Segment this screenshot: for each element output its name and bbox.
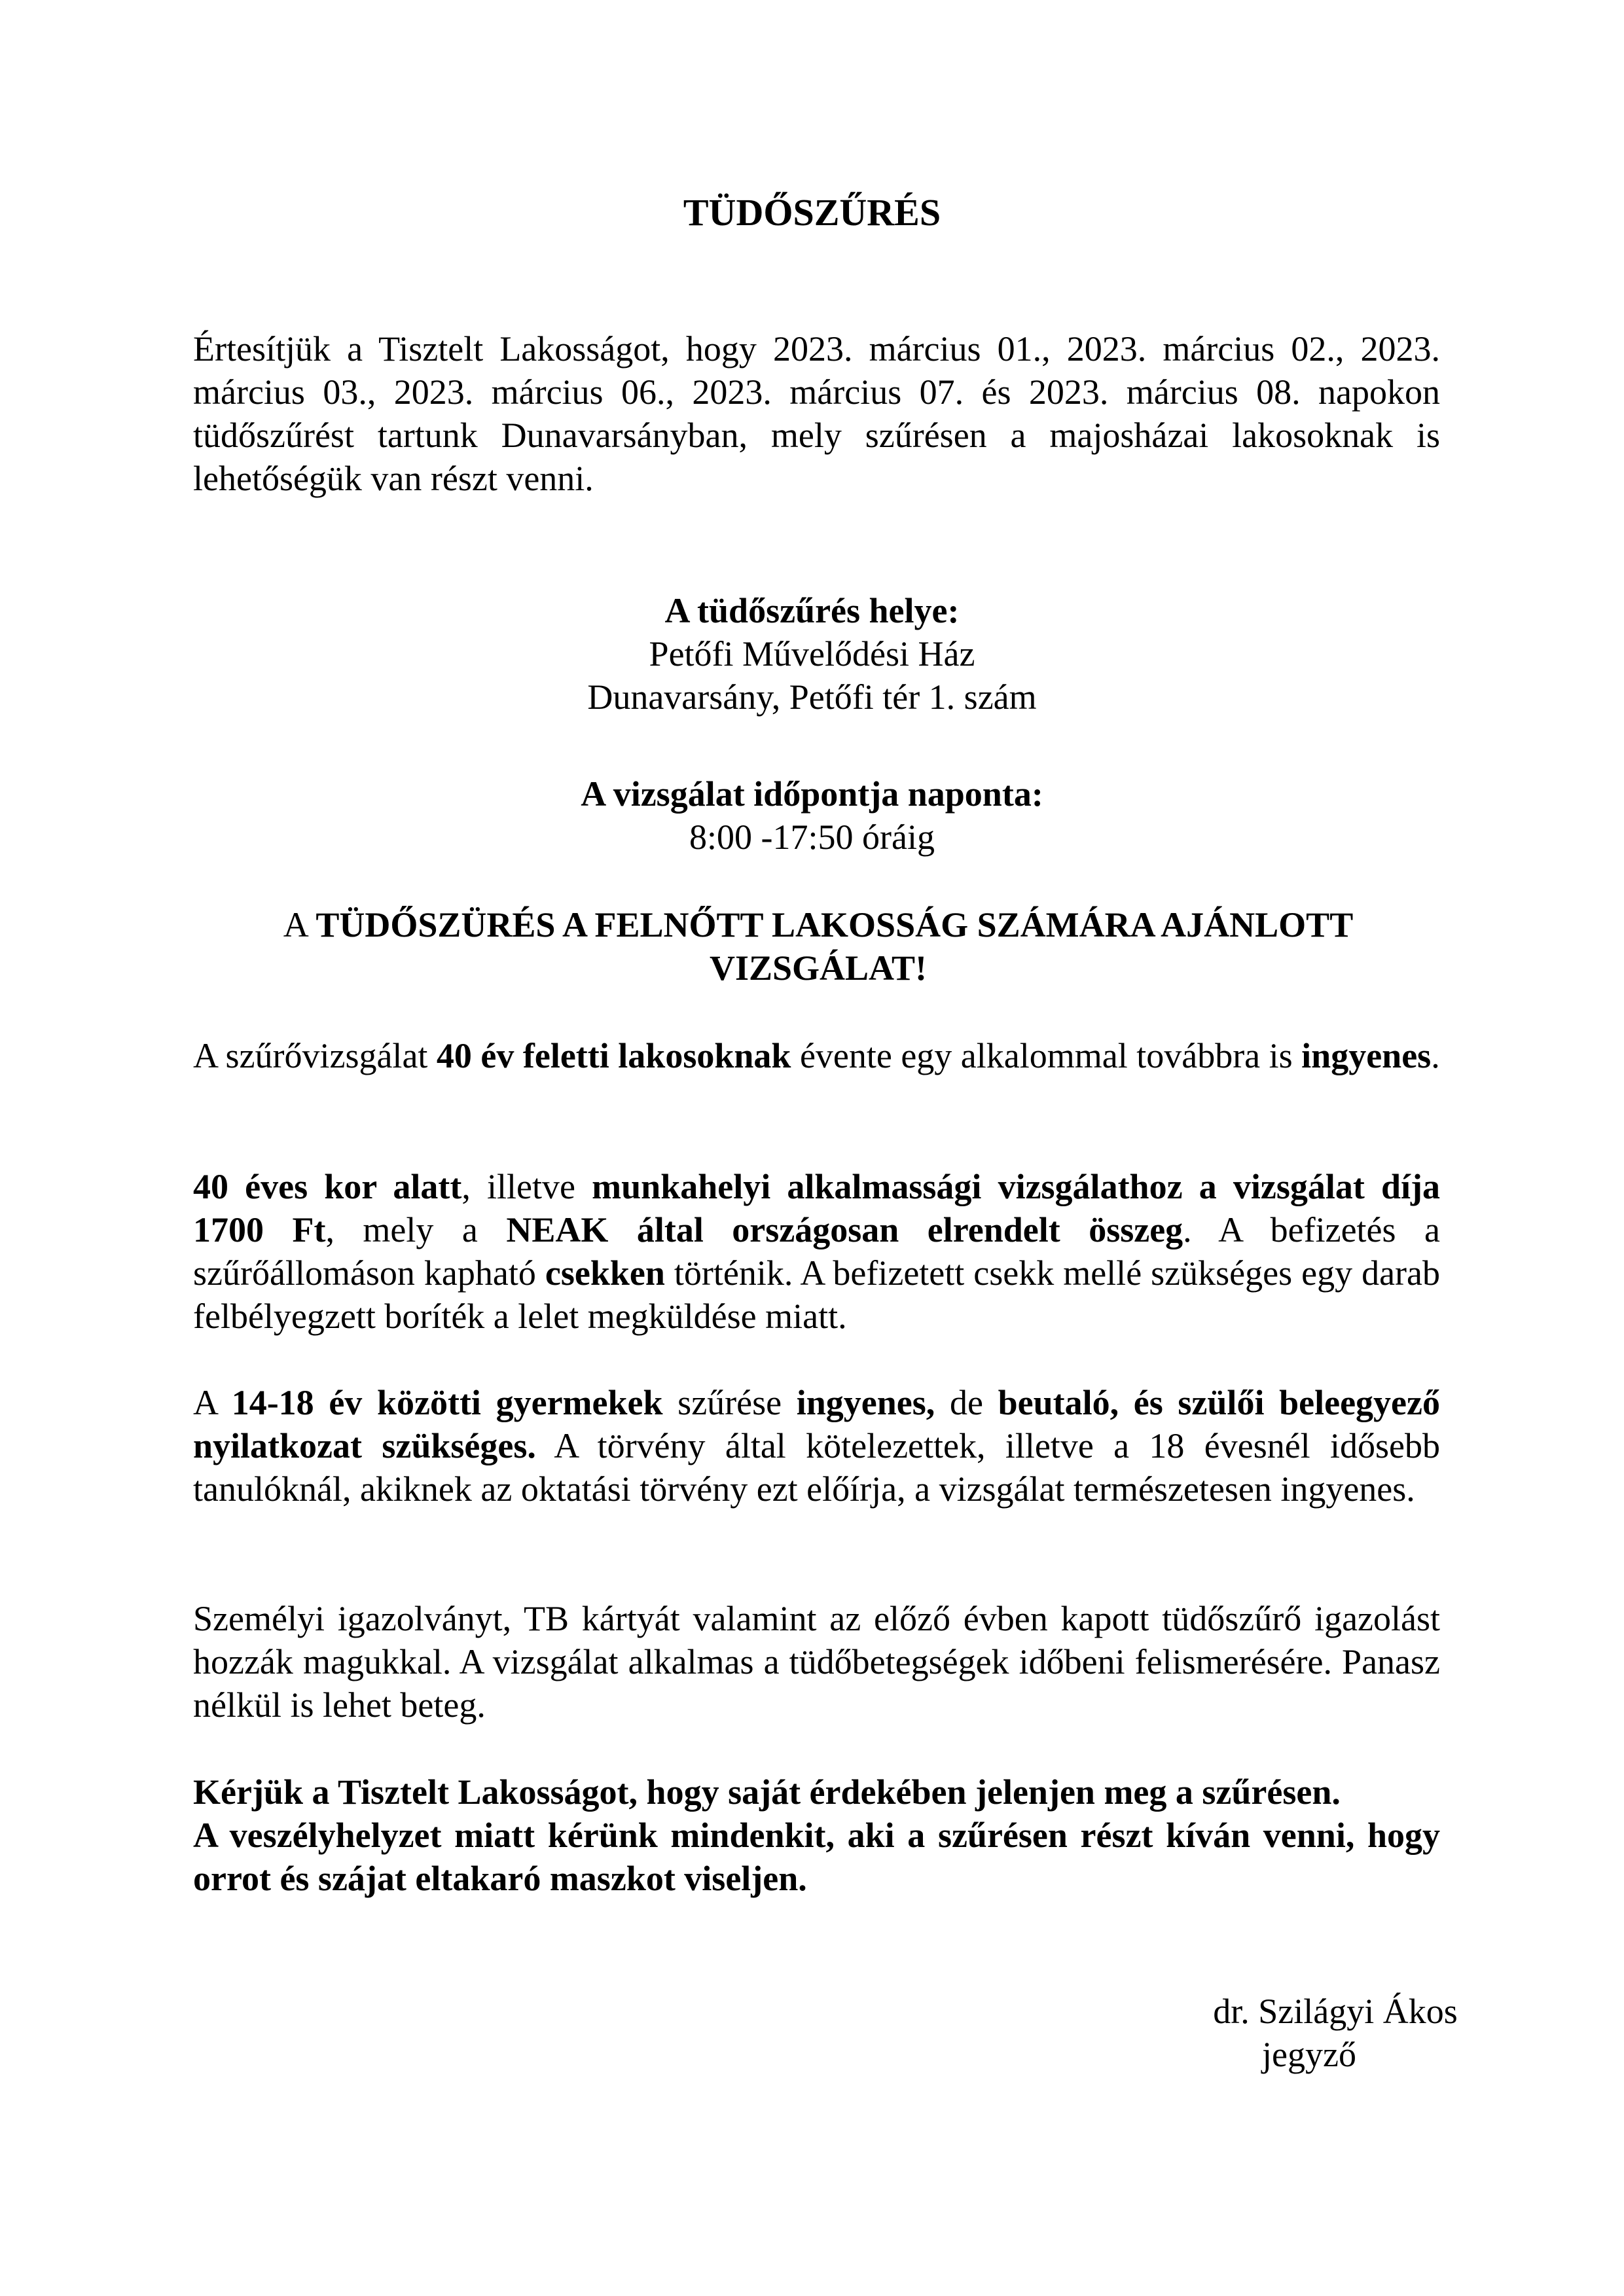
text: , mely a: [325, 1210, 507, 1249]
signature-role: jegyző: [1262, 2035, 1356, 2074]
intro-paragraph: Értesítjük a Tisztelt Lakosságot, hogy 2023. március 01., 2023. március 02., 2023. március 03., 2023. március 06., 2023. március 07. és 2023. március 08. napokon tüdőszűrést tartunk Dunavarsányban, mely szűrésen a majosházai lakosoknak is lehetőségük van részt venni.: [193, 329, 1440, 498]
emphasis: csekken: [545, 1253, 665, 1293]
emphasis: ingyenes: [1301, 1036, 1432, 1075]
document-title: TÜDŐSZŰRÉS: [683, 191, 941, 234]
schedule-heading: A vizsgálat időpontja naponta:: [581, 774, 1043, 814]
children-paragraph: [193, 1381, 1440, 1511]
emphasis: 14-18 év közötti gyermekek: [231, 1383, 663, 1422]
location-venue: Petőfi Művelődési Ház: [649, 634, 975, 673]
documents-paragraph: Személyi igazolványt, TB kártyát valamint az előző évben kapott tüdőszűrő igazolást hozzák magukkal. A vizsgálat alkalmas a tüdőbetegségek időbeni felismerésére. Panasz nélkül is lehet beteg.: [193, 1599, 1440, 1725]
text: szűrése: [662, 1383, 797, 1422]
text: A törvény által kötelezettek, illetve a 18 évesnél idősebb tanulóknál, akiknek az oktatási törvény ezt előírja, a vizsgálat természetesen ingyenes.: [193, 1426, 1441, 1509]
signature-name: dr. Szilágyi Ákos: [1213, 1992, 1458, 2031]
fee-paragraph: [193, 1165, 1440, 1338]
request-line-1: Kérjük a Tisztelt Lakosságot, hogy saját érdekében jelenjen meg a szűrésen.: [193, 1772, 1341, 1812]
emphasis: ingyenes,: [796, 1383, 935, 1422]
emphasis: 40 év feletti lakosoknak: [436, 1036, 791, 1075]
emphasis: NEAK által országosan elrendelt összeg: [506, 1210, 1183, 1249]
banner-prefix: A: [283, 905, 316, 944]
location-address: Dunavarsány, Petőfi tér 1. szám: [587, 677, 1037, 717]
location-heading: A tüdőszűrés helye:: [664, 591, 960, 630]
text: .: [1431, 1036, 1440, 1075]
emphasis: beutaló, és szülői beleegyező nyilatkozat szükséges.: [193, 1383, 1440, 1465]
text: . A befizetés a szűrőállomáson kapható: [193, 1210, 1440, 1293]
schedule-hours: 8:00 -17:50 óráig: [689, 817, 935, 857]
request-paragraph: [193, 1770, 1440, 1900]
text: történik. A befizetett csekk mellé szükséges egy darab felbélyegzett boríték a lelet megküldése miatt.: [193, 1253, 1440, 1336]
text: de: [935, 1383, 998, 1422]
request-line-2: A veszélyhelyzet miatt kérünk mindenkit, aki a szűrésen részt kíván venni, hogy orrot és szájat eltakaró maszkot viseljen.: [193, 1816, 1440, 1898]
emphasis: 40 éves kor alatt: [193, 1167, 462, 1206]
free-screening-paragraph: [193, 1034, 1440, 1077]
text: , illetve: [461, 1167, 592, 1206]
emphasis: munkahelyi alkalmassági vizsgálathoz a vizsgálat díja 1700 Ft: [193, 1167, 1440, 1249]
text: A szűrővizsgálat: [193, 1036, 437, 1075]
recommendation-banner: [223, 903, 1414, 990]
text: A: [193, 1383, 232, 1422]
text: évente egy alkalommal továbbra is: [791, 1036, 1302, 1075]
banner-text: TÜDŐSZÜRÉS A FELNŐTT LAKOSSÁG SZÁMÁRA AJÁNLOTT VIZSGÁLAT!: [316, 905, 1354, 988]
